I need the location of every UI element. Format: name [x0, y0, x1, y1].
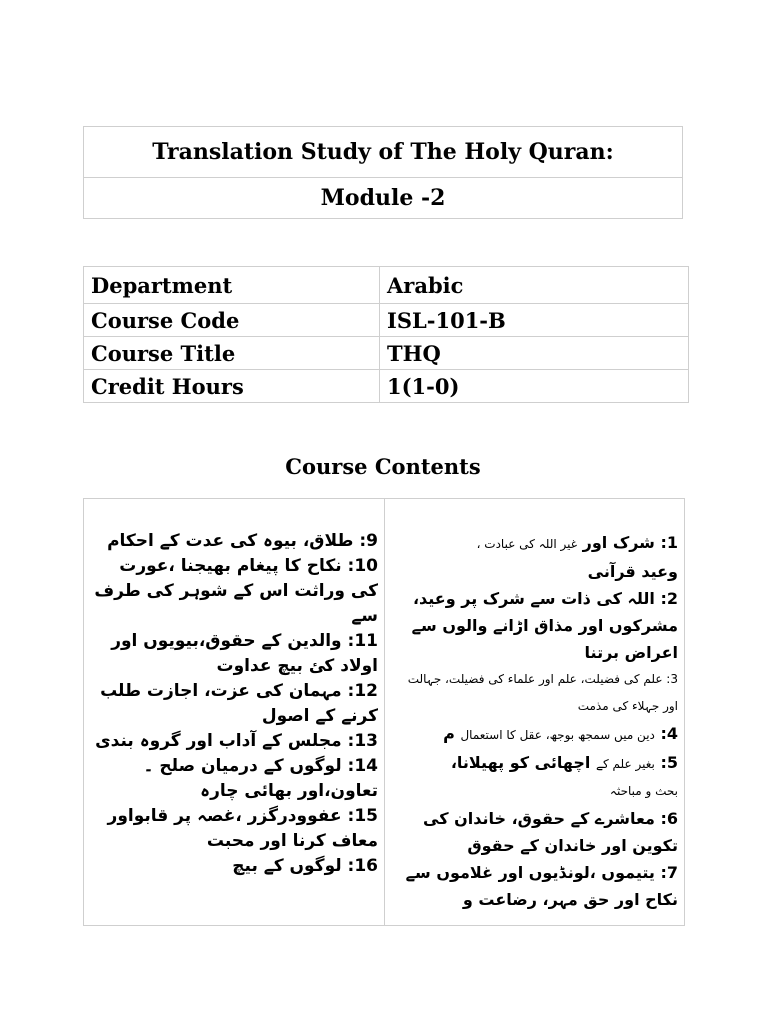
- list-item: 15: عفوودرگزر ،غصہ پر قابواور معاف کرنا اور محبت: [107, 806, 378, 851]
- info-label: Course Code: [84, 304, 380, 337]
- info-row-department: [84, 267, 689, 304]
- list-item: 6: معاشرے کے حقوق، خاندان کی تکوین اور خاندان کے حقوق: [423, 809, 678, 855]
- contents-column-left: [92, 529, 378, 925]
- info-value: THQ: [380, 337, 689, 370]
- course-contents-heading: Course Contents: [285, 454, 481, 479]
- list-item: 1: شرک اور غیر اللہ کی عبادت ،: [476, 533, 678, 552]
- title-table: [83, 126, 683, 219]
- course-info-table: [83, 266, 689, 403]
- info-value: 1(1-0): [380, 370, 689, 403]
- module-label: Module -2: [84, 178, 683, 219]
- info-row-credit-hours: [84, 370, 689, 403]
- info-row-course-code: [84, 304, 689, 337]
- list-item: 9: طلاق، بیوہ کی عدت کے احکام: [107, 531, 378, 551]
- list-item: 13: مجلس کے آداب اور گروہ بندی: [95, 731, 378, 751]
- contents-column-right: [394, 529, 678, 925]
- list-item: 5: بغیر علم کے اچھائی کو پھیلانا،: [450, 753, 678, 772]
- list-item: 10: نکاح کا پیغام بھیجنا ،عورت کی وراثت اس کے شوہر کی طرف سے: [94, 556, 378, 626]
- info-row-course-title: [84, 337, 689, 370]
- course-contents-table: [83, 498, 685, 926]
- list-item: 2: اللہ کی ذات سے شرک پر وعید، مشرکوں اور مذاق اڑانے والوں سے اعراض برتنا: [411, 589, 678, 662]
- list-item: 4: دین میں سمجھ بوجھ، عقل کا استعمال م: [443, 724, 678, 743]
- list-item: وعید قرآنی: [587, 562, 678, 581]
- list-item: 7: یتیموں ،لونڈیوں اور غلاموں سے نکاح اور حق مہر، رضاعت و: [405, 863, 678, 909]
- column-divider: [384, 499, 385, 925]
- info-label: Department: [84, 267, 380, 304]
- list-item: 11: والدین کے حقوق،بیویوں اور اولاد کئ بیچ عداوت: [111, 631, 378, 676]
- info-label: Course Title: [84, 337, 380, 370]
- list-item: 14: لوگوں کے درمیان صلح ۔ تعاون،اور بھائی چارہ: [143, 756, 378, 801]
- document-title: Translation Study of The Holy Quran:: [84, 127, 683, 178]
- list-item: 3: علم کی فضیلت، علم اور علماء کی فضیلت، جہالت اور جہلاء کی مذمت: [407, 672, 678, 713]
- list-item: 12: مہمان کی عزت، اجازت طلب کرنے کے اصول: [100, 681, 378, 726]
- info-value: Arabic: [380, 267, 689, 304]
- list-item: 16: لوگوں کے بیچ: [232, 856, 378, 876]
- info-value: ISL-101-B: [380, 304, 689, 337]
- list-item: بحث و مباحثہ: [609, 784, 678, 798]
- info-label: Credit Hours: [84, 370, 380, 403]
